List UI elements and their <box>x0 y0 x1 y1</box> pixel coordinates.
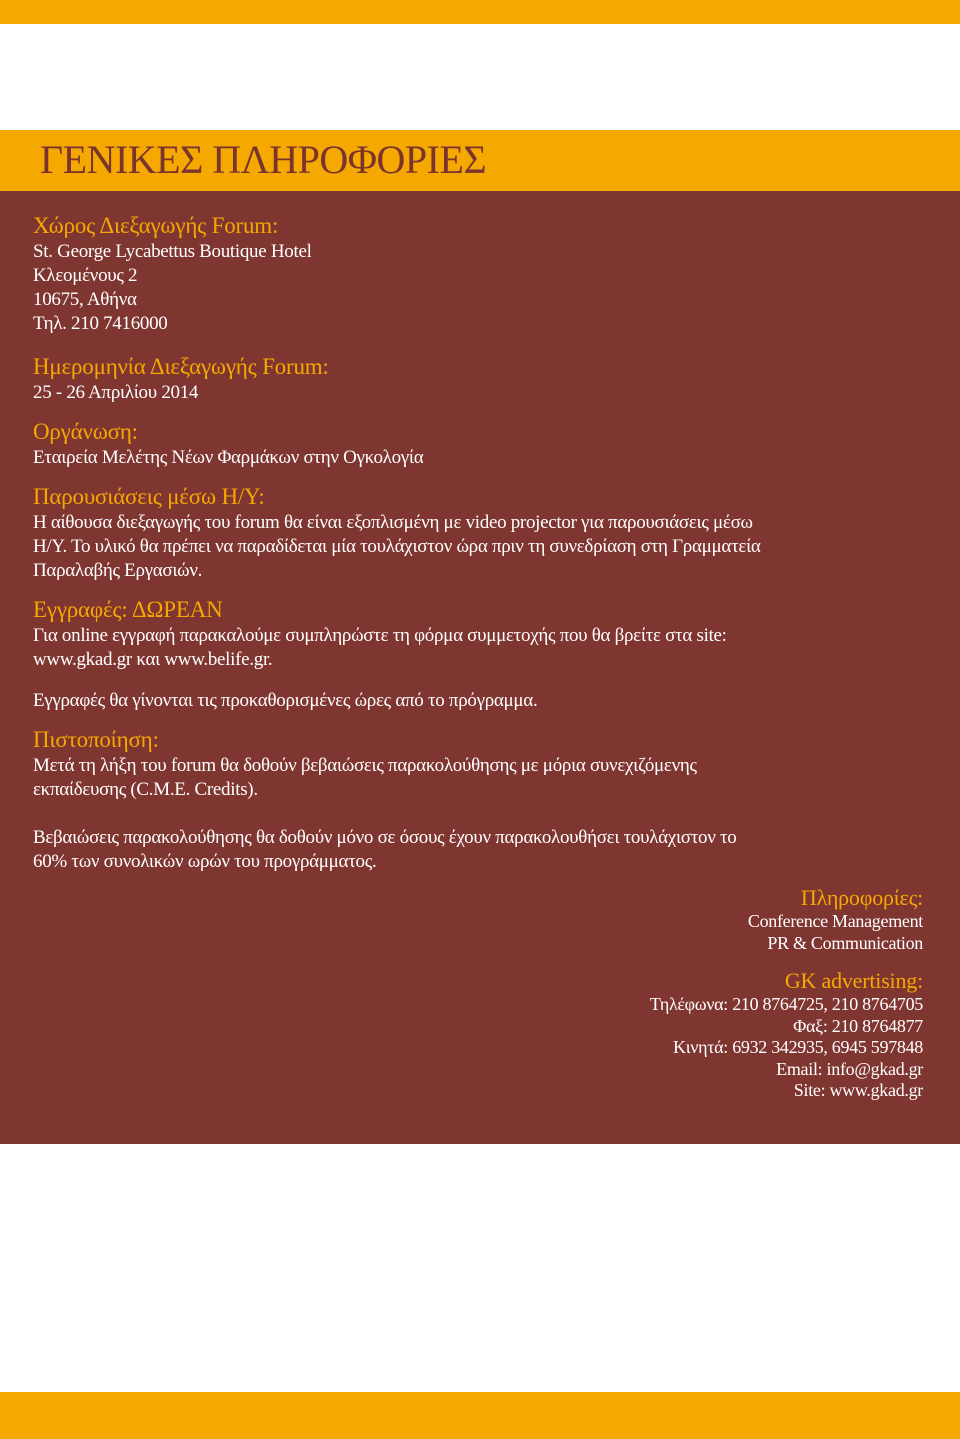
certification-note-line: Βεβαιώσεις παρακολούθησης θα δοθούν μόνο σε όσους έχουν παρακολουθήσει τουλάχιστον το <box>33 827 737 848</box>
presentations-heading: Παρουσιάσεις μέσω Η/Υ: <box>33 484 265 509</box>
organization-text: Εταιρεία Μελέτης Νέων Φαρμάκων στην Ογκολογία <box>33 447 424 468</box>
fax-line: Φαξ: 210 8764877 <box>793 1015 923 1036</box>
presentations-line: Παραλαβής Εργασιών. <box>33 560 203 581</box>
info-line: Conference Management <box>747 911 923 931</box>
bottom-accent-bar <box>0 1392 960 1439</box>
top-accent-bar <box>0 0 960 24</box>
venue-line: Τηλ. 210 7416000 <box>33 313 168 334</box>
dates-section <box>33 353 928 405</box>
venue-heading: Χώρος Διεξαγωγής Forum: <box>33 213 279 238</box>
phones-line: Τηλέφωνα: 210 8764725, 210 8764705 <box>649 994 923 1014</box>
info-content <box>33 212 928 891</box>
registration-line: www.gkad.gr και www.belife.gr. <box>33 649 273 670</box>
info-group <box>650 885 923 954</box>
certification-section <box>33 726 928 802</box>
mobiles-line: Κινητά: 6932 342935, 6945 597848 <box>673 1037 923 1057</box>
dates-text: 25 - 26 Απριλίου 2014 <box>33 382 199 403</box>
registration-note: Εγγραφές θα γίνονται τις προκαθορισμένες ώρες από το πρόγραμμα. <box>33 690 538 711</box>
advertising-heading: GK advertising: <box>784 968 923 993</box>
registration-line: Για online εγγραφή παρακαλούμε συμπληρώστε τη φόρμα συμμετοχής που θα βρείτε στα site: <box>33 625 727 646</box>
registration-note-section <box>33 689 928 713</box>
email-line: Email: info@gkad.gr <box>776 1058 923 1079</box>
organization-section <box>33 418 928 470</box>
venue-section <box>33 212 928 336</box>
venue-line: 10675, Αθήνα <box>33 289 137 310</box>
registration-section <box>33 596 928 672</box>
advertising-group <box>650 968 923 1102</box>
certification-note-section <box>33 826 928 874</box>
contact-block <box>650 885 923 1116</box>
venue-line: Κλεομένους 2 <box>33 265 138 286</box>
registration-heading: Εγγραφές: ΔΩΡΕΑΝ <box>33 597 223 622</box>
presentations-section <box>33 483 928 583</box>
certification-note-line: 60% των συνολικών ωρών του προγράμματος. <box>33 851 377 872</box>
info-heading: Πληροφορίες: <box>800 885 923 910</box>
info-line: PR & Communication <box>767 932 923 953</box>
page-title: ΓΕΝΙΚΕΣ ΠΛΗΡΟΦΟΡΙΕΣ <box>40 137 487 182</box>
presentations-line: Η αίθουσα διεξαγωγής του forum θα είναι εξοπλισμένη με video projector για παρουσιάσεις μέσω <box>33 512 753 533</box>
certification-heading: Πιστοποίηση: <box>33 727 159 752</box>
dates-heading: Ημερομηνία Διεξαγωγής Forum: <box>33 354 329 379</box>
certification-line: Μετά τη λήξη του forum θα δοθούν βεβαιώσεις παρακολούθησης με μόρια συνεχιζόμενης <box>33 755 697 776</box>
venue-line: St. George Lycabettus Boutique Hotel <box>33 241 312 262</box>
certification-line: εκπαίδευσης (C.M.E. Credits). <box>33 779 258 800</box>
organization-heading: Οργάνωση: <box>33 419 138 444</box>
site-line: Site: www.gkad.gr <box>793 1080 923 1100</box>
presentations-line: Η/Υ. Το υλικό θα πρέπει να παραδίδεται μία τουλάχιστον ώρα πριν τη συνεδρίαση στη Γραμματεία <box>33 536 761 557</box>
